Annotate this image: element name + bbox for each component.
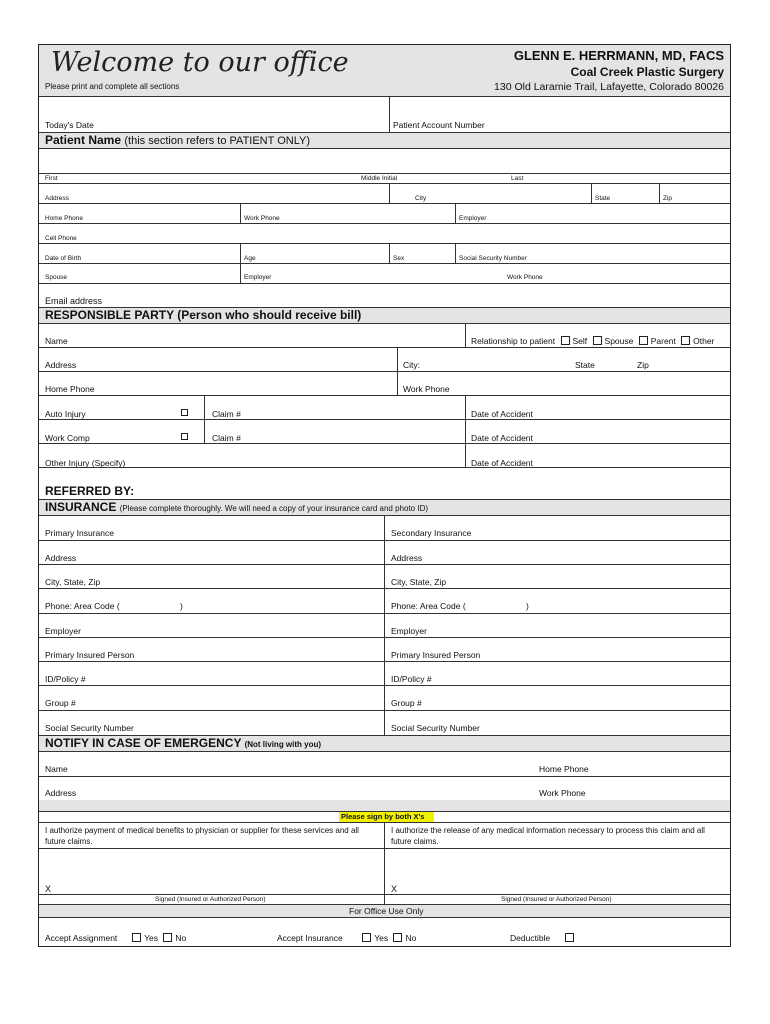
first-label: First <box>45 175 58 182</box>
patient-section-title: Patient Name (this section refers to PATIENT ONLY) <box>45 133 310 147</box>
sign-banner: Please sign by both X's <box>341 812 425 821</box>
emergency-address-label: Address <box>45 788 77 798</box>
signed-caption-left: Signed (Insured or Authorized Person) <box>155 896 266 903</box>
secondary-insurance-label: Secondary Insurance <box>391 528 472 538</box>
address-label: Address <box>45 195 69 202</box>
secondary-insured-label: Primary Insured Person <box>391 650 481 660</box>
todays-date-field[interactable] <box>99 107 379 121</box>
middle-initial-label: Middle Initial <box>361 175 398 182</box>
accept-assignment-row: Accept Assignment Yes No <box>45 933 187 943</box>
city-label: City <box>415 195 427 202</box>
spouse-work-phone-label: Work Phone <box>507 274 543 281</box>
release-authorization-text: I authorize the release of any medical information necessary to process this claim and all future claims. <box>391 826 705 846</box>
secondary-group-label: Group # <box>391 698 422 708</box>
primary-phone-label: Phone: Area Code ( <box>45 601 120 611</box>
last-label: Last <box>511 175 524 182</box>
dob-label: Date of Birth <box>45 255 82 262</box>
office-use-title: For Office Use Only <box>349 906 424 916</box>
assignment-yes-checkbox[interactable] <box>132 933 141 942</box>
primary-employer-label: Employer <box>45 626 81 636</box>
payment-authorization-text: I authorize payment of medical benefits to physician or supplier for these services and all future claims. <box>45 826 359 846</box>
spouse-checkbox[interactable] <box>593 336 602 345</box>
relationship-options: Relationship to patient Self Spouse Parent Other <box>471 336 715 346</box>
cell-phone-label: Cell Phone <box>45 235 77 242</box>
responsible-work-phone-label: Work Phone <box>403 384 450 394</box>
claim-label-2: Claim # <box>212 433 241 443</box>
emergency-name-label: Name <box>45 764 68 774</box>
primary-city-label: City, State, Zip <box>45 577 101 587</box>
practice-address: 130 Old Laramie Trail, Lafayette, Colorado 80026 <box>494 81 724 93</box>
referred-by-title: REFERRED BY: <box>45 484 135 498</box>
sex-label: Sex <box>393 255 405 262</box>
patient-name-field[interactable] <box>43 153 723 169</box>
insurance-yes-checkbox[interactable] <box>362 933 371 942</box>
signature-field-left[interactable] <box>55 875 375 891</box>
emergency-work-phone-label: Work Phone <box>539 788 586 798</box>
responsible-home-phone-label: Home Phone <box>45 384 95 394</box>
patient-ssn-label: Social Security Number <box>459 255 527 262</box>
primary-policy-label: ID/Policy # <box>45 674 86 684</box>
primary-address-label: Address <box>45 553 77 563</box>
responsible-address-label: Address <box>45 360 77 370</box>
secondary-policy-label: ID/Policy # <box>391 674 432 684</box>
registration-form <box>38 44 731 947</box>
primary-insured-label: Primary Insured Person <box>45 650 135 660</box>
date-of-accident-label-1: Date of Accident <box>471 409 533 419</box>
signature-x-right: X <box>391 884 398 894</box>
secondary-phone-close: ) <box>526 601 529 611</box>
account-number-label: Patient Account Number <box>393 120 485 130</box>
other-checkbox[interactable] <box>681 336 690 345</box>
auto-injury-checkbox[interactable] <box>181 409 188 416</box>
parent-checkbox[interactable] <box>639 336 648 345</box>
secondary-city-label: City, State, Zip <box>391 577 447 587</box>
secondary-phone-label: Phone: Area Code ( <box>391 601 466 611</box>
emergency-section-title: NOTIFY IN CASE OF EMERGENCY (Not living with you) <box>45 736 322 750</box>
email-label: Email address <box>45 296 103 306</box>
work-comp-label: Work Comp <box>45 433 90 443</box>
responsible-name-label: Name <box>45 336 68 346</box>
primary-ssn-label: Social Security Number <box>45 723 134 733</box>
work-phone-label: Work Phone <box>244 215 280 222</box>
work-comp-checkbox[interactable] <box>181 433 188 440</box>
responsible-state-label: State <box>575 360 595 370</box>
date-of-accident-label-2: Date of Accident <box>471 433 533 443</box>
referred-by-field[interactable] <box>135 482 725 496</box>
state-label: State <box>595 195 611 202</box>
other-injury-label: Other Injury (Specify) <box>45 458 126 468</box>
spouse-label: Spouse <box>45 274 68 281</box>
assignment-no-checkbox[interactable] <box>163 933 172 942</box>
insurance-section-title: INSURANCE (Please complete thoroughly. We will need a copy of your insurance card and photo ID) <box>45 500 429 514</box>
primary-group-label: Group # <box>45 698 76 708</box>
date-of-accident-label-3: Date of Accident <box>471 458 533 468</box>
primary-insurance-label: Primary Insurance <box>45 528 114 538</box>
home-phone-label: Home Phone <box>45 215 83 222</box>
practice-name: Coal Creek Plastic Surgery <box>570 65 724 79</box>
primary-phone-close: ) <box>180 601 183 611</box>
secondary-employer-label: Employer <box>391 626 427 636</box>
responsible-city-label: City: <box>403 360 420 370</box>
instructions: Please print and complete all sections <box>45 82 180 91</box>
deductible-row: Deductible <box>510 933 577 943</box>
emergency-home-phone-label: Home Phone <box>539 764 589 774</box>
accept-insurance-row: Accept Insurance Yes No <box>277 933 417 943</box>
insurance-no-checkbox[interactable] <box>393 933 402 942</box>
spouse-employer-label: Employer <box>244 274 272 281</box>
responsible-section-title: RESPONSIBLE PARTY (Person who should receive bill) <box>45 308 362 322</box>
deductible-checkbox[interactable] <box>565 933 574 942</box>
signed-caption-right: Signed (Insured or Authorized Person) <box>501 896 612 903</box>
todays-date-label: Today's Date <box>45 120 94 130</box>
secondary-address-label: Address <box>391 553 423 563</box>
self-checkbox[interactable] <box>561 336 570 345</box>
age-label: Age <box>244 255 256 262</box>
claim-label-1: Claim # <box>212 409 241 419</box>
doctor-name: GLENN E. HERRMANN, MD, FACS <box>513 48 724 63</box>
welcome-title: Welcome to our office <box>51 47 349 78</box>
signature-field-right[interactable] <box>401 875 721 891</box>
responsible-zip-label: Zip <box>637 360 649 370</box>
auto-injury-label: Auto Injury <box>45 409 86 419</box>
secondary-ssn-label: Social Security Number <box>391 723 480 733</box>
account-number-field[interactable] <box>489 107 725 121</box>
zip-label: Zip <box>663 195 673 202</box>
signature-x-left: X <box>45 884 52 894</box>
employer-label: Employer <box>459 215 487 222</box>
